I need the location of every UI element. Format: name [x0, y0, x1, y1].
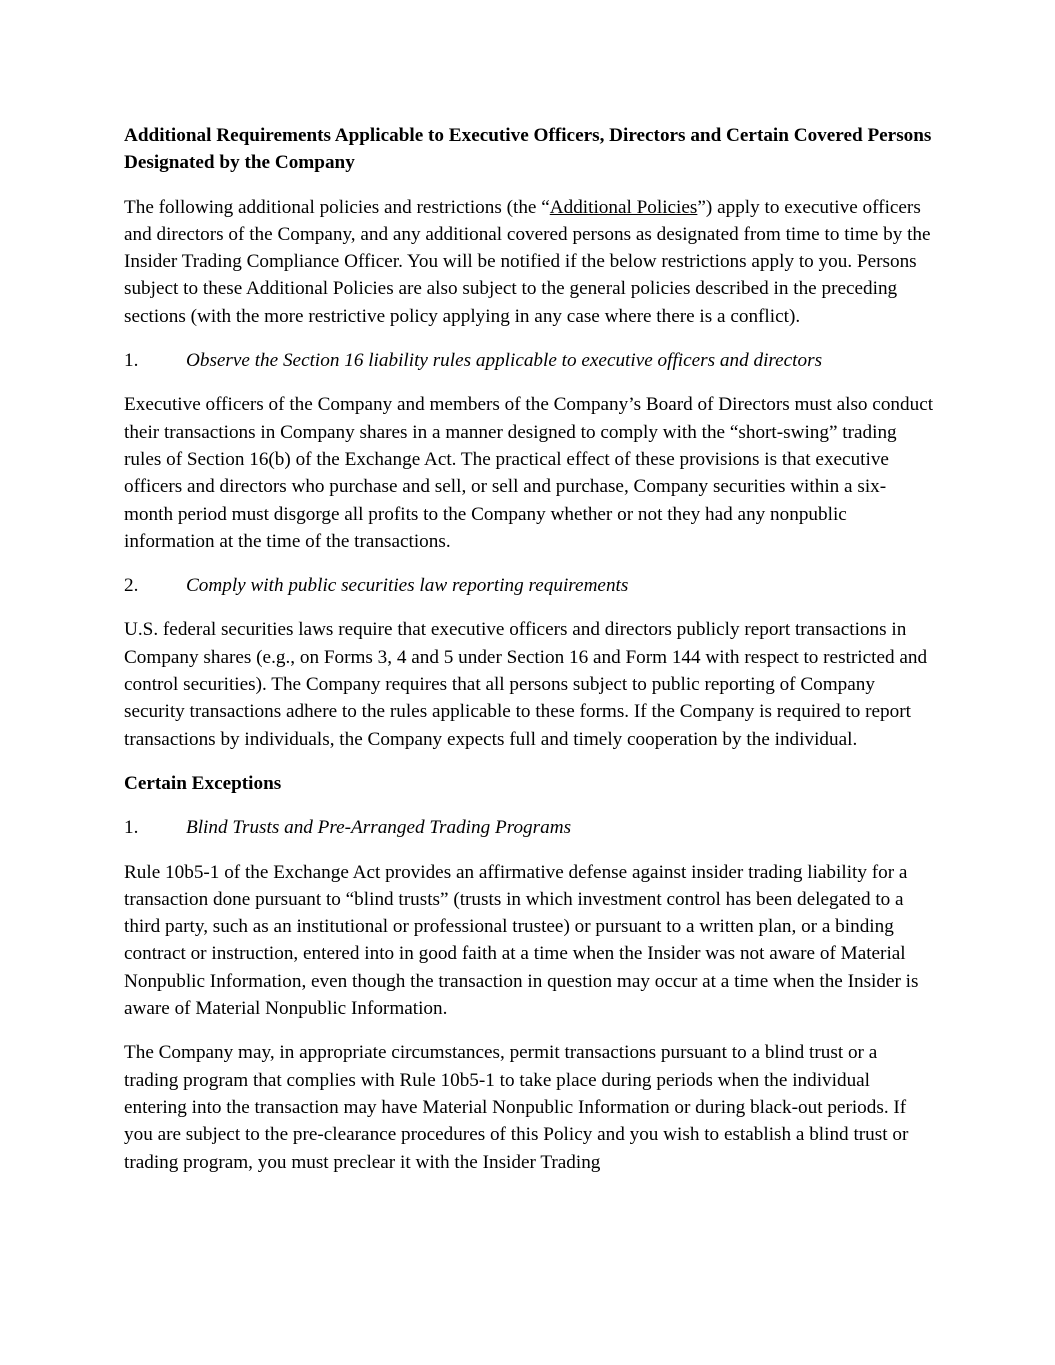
exception-1-number: 1. — [124, 817, 139, 839]
exception-1-paragraph-1: Rule 10b5-1 of the Exchange Act provides an affirmative defense against insider trading liability for a transaction done pursuant to “blind trusts” (trusts in which investment control has been delegated to a third party, such as an institutional or professional trustee) or pursuant to a written plan, or a binding contract or instruction, entered into in good faith at a time when the Insider was not aware of Material Nonpublic Information, even though the transaction in question may occur at a time when the Insider is aware of Material Nonpublic Information. — [124, 861, 919, 1020]
intro-text-pre: The following additional policies and restrictions (the “ — [124, 196, 550, 218]
item-1-paragraph: Executive officers of the Company and members of the Company’s Board of Directors must also conduct their transactions in Company shares in a manner designed to comply with the “short-swing” trading rules of Section 16(b) of the Exchange Act. The practical effect of these provisions is that executive officers and directors who purchase and sell, or sell and purchase, Company securities within a six-month period must disgorge all profits to the Company whether or not they had any nonpublic information at the time of the transactions. — [124, 394, 934, 552]
item-1-title: Observe the Section 16 liability rules applicable to executive officers and directors — [186, 350, 823, 372]
exception-1-title: Blind Trusts and Pre-Arranged Trading Programs — [186, 817, 572, 839]
additional-policies-defined-term: Additional Policies — [549, 196, 698, 218]
item-2-paragraph: U.S. federal securities laws require that executive officers and directors publicly report transactions in Company shares (e.g., on Forms 3, 4 and 5 under Section 16 and Form 144 with respect to restricted and control securities). The Company requires that all persons subject to public reporting of Company security transactions adhere to the rules applicable to these forms. If the Company is required to report transactions by individuals, the Company expects full and timely cooperation by the individual. — [124, 619, 928, 750]
intro-text-post: ”) apply to executive officers and directors of the Company, and any additional covered persons as designated from time to time by the Insider Trading Compliance Officer. You will be notified if the below restrictions apply to you. Persons subject to these Additional Policies are also subject to the general policies described in the preceding sections (with the more restrictive policy applying in any case where there is a conflict). — [124, 196, 931, 327]
document-page — [124, 122, 934, 1176]
item-1-number: 1. — [124, 350, 139, 372]
item-2-number: 2. — [124, 575, 139, 597]
intro-paragraph — [124, 194, 934, 330]
item-2-heading — [124, 572, 934, 599]
section-heading-certain-exceptions: Certain Exceptions — [124, 772, 282, 794]
section-heading-additional-requirements: Additional Requirements Applicable to Executive Officers, Directors and Certain Covered Persons Designated by the Company — [124, 125, 932, 174]
exception-1-heading — [124, 814, 934, 841]
item-2-title: Comply with public securities law reporting requirements — [186, 575, 629, 597]
item-1-heading — [124, 347, 934, 374]
exception-1-paragraph-2: The Company may, in appropriate circumstances, permit transactions pursuant to a blind trust or a trading program that complies with Rule 10b5-1 to take place during periods when the individual entering into the transaction may have Material Nonpublic Information or during black-out periods. If you are subject to the pre-clearance procedures of this Policy and you wish to establish a blind trust or trading program, you must preclear it with the Insider Trading — [124, 1042, 909, 1173]
